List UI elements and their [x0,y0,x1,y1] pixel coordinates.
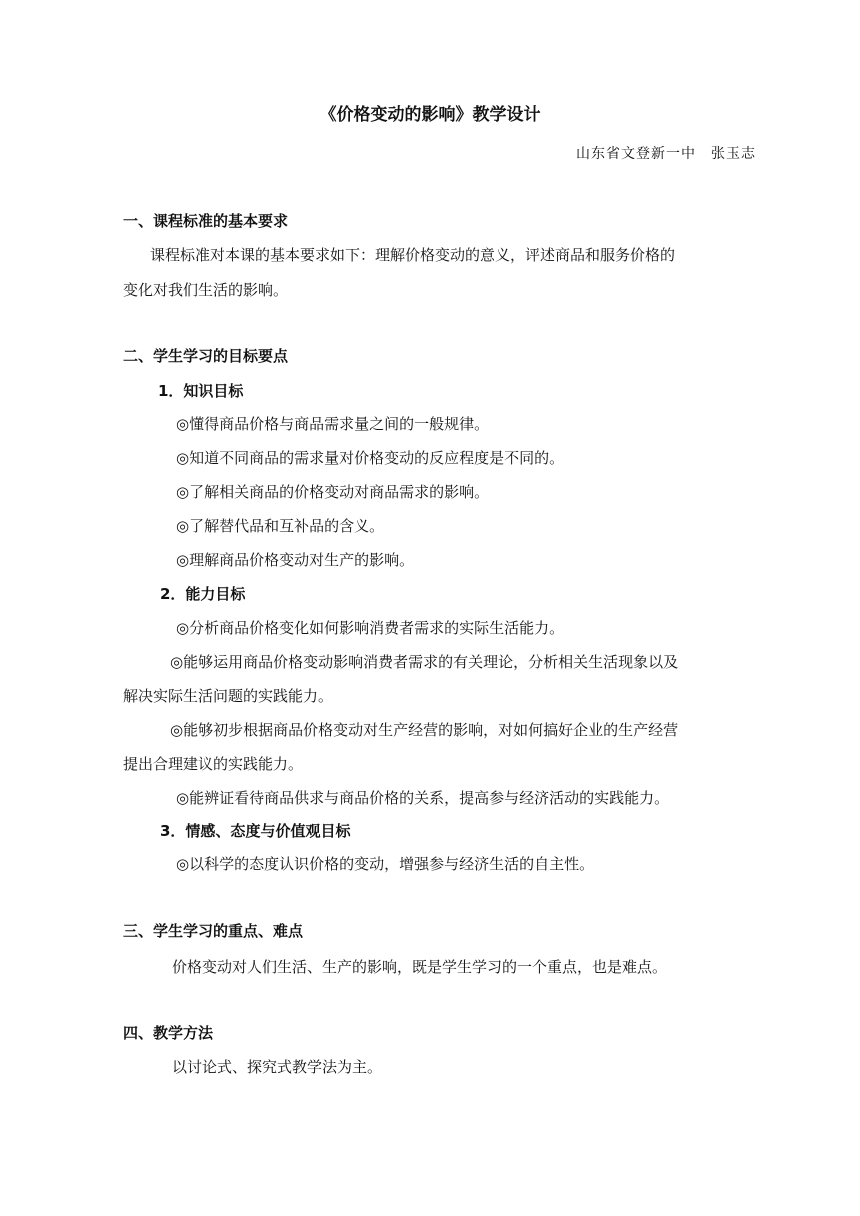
knowledge-goal-item: ◎懂得商品价格与商品需求量之间的一般规律。 [176,415,490,433]
attitude-goals-heading: 3．情感、态度与价值观目标 [160,822,351,840]
ability-goal-item: ◎分析商品价格变化如何影响消费者需求的实际生活能力。 [176,619,565,637]
knowledge-goal-item: ◎了解相关商品的价格变动对商品需求的影响。 [176,483,490,501]
section-3-line: 价格变动对人们生活、生产的影响，既是学生学习的一个重点，也是难点。 [172,958,668,976]
section-1-line-1: 课程标准对本课的基本要求如下：理解价格变动的意义，评述商品和服务价格的 [150,246,676,264]
attitude-goal-item: ◎以科学的态度认识价格的变动，增强参与经济生活的自主性。 [176,855,595,873]
document-title: 《价格变动的影响》教学设计 [319,105,541,125]
ability-goal-item-continued: 提出合理建议的实践能力。 [123,755,304,773]
knowledge-goal-item: ◎理解商品价格变动对生产的影响。 [176,551,415,569]
knowledge-goal-item: ◎知道不同商品的需求量对价格变动的反应程度是不同的。 [176,449,565,467]
section-1-heading: 一、课程标准的基本要求 [123,212,289,230]
knowledge-goal-item: ◎了解替代品和互补品的含义。 [176,517,385,535]
section-3-heading: 三、学生学习的重点、难点 [123,922,304,940]
ability-goal-item: ◎能够初步根据商品价格变动对生产经营的影响，对如何搞好企业的生产经营 [170,721,679,739]
section-1-line-2: 变化对我们生活的影响。 [123,281,289,299]
author-line: 山东省文登新一中 张玉志 [576,146,756,162]
knowledge-goals-heading: 1．知识目标 [158,382,244,400]
ability-goal-item: ◎能够运用商品价格变动影响消费者需求的有关理论，分析相关生活现象以及 [170,653,679,671]
ability-goals-heading: 2．能力目标 [160,585,246,603]
section-2-heading: 二、学生学习的目标要点 [123,347,289,365]
section-4-heading: 四、教学方法 [123,1024,214,1042]
ability-goal-item-continued: 解决实际生活问题的实践能力。 [123,687,334,705]
section-4-line: 以讨论式、探究式教学法为主。 [172,1058,383,1076]
ability-goal-item: ◎能辨证看待商品供求与商品价格的关系，提高参与经济活动的实践能力。 [176,789,670,807]
